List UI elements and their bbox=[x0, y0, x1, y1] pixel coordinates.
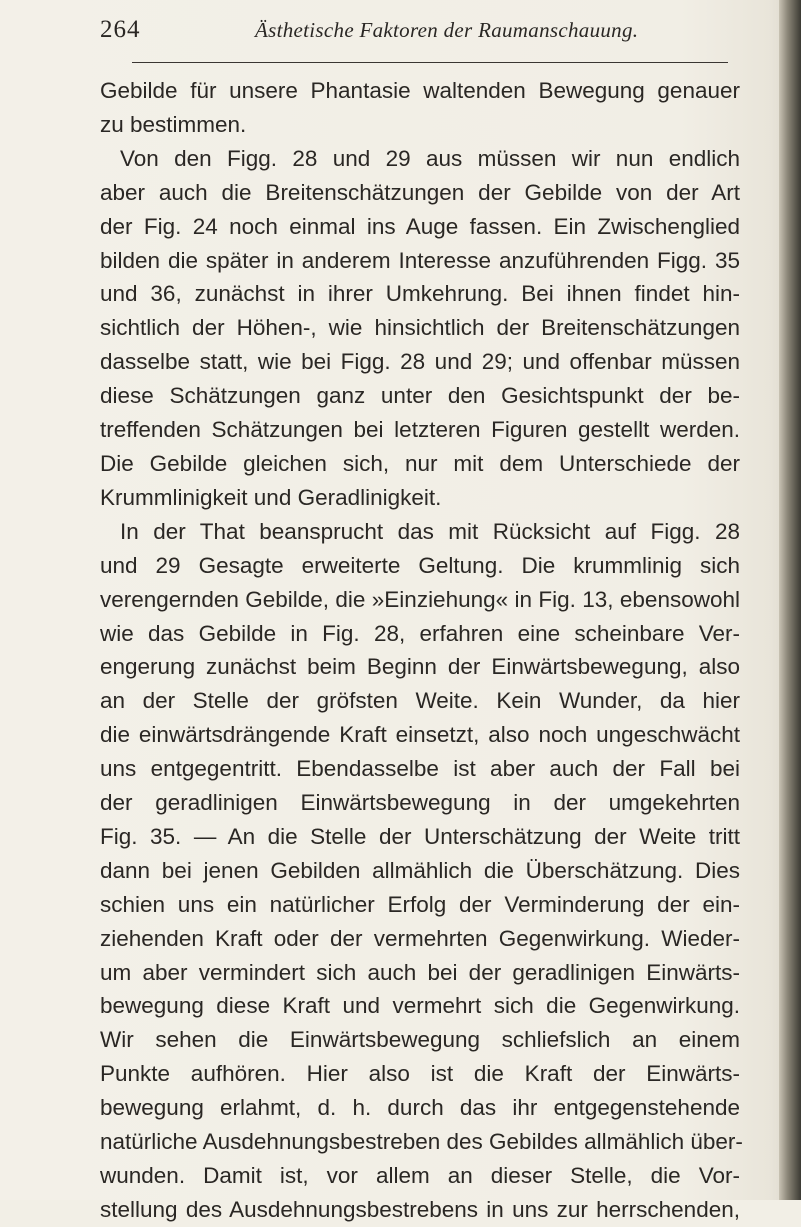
text-line: ziehenden Kraft oder der vermehrten Gegenwirkung. Wieder- bbox=[100, 925, 740, 951]
text-line: an der Stelle der gröfsten Weite. Kein Wunder, da hier bbox=[100, 688, 740, 714]
text-line: Die Gebilde gleichen sich, nur mit dem Unterschiede der bbox=[100, 450, 740, 476]
running-header bbox=[100, 16, 741, 46]
text-line: zu bestimmen. bbox=[100, 111, 247, 137]
text-line: der geradlinigen Einwärtsbewegung in der umgekehrten bbox=[100, 790, 740, 816]
text-line: wunden. Damit ist, vor allem an dieser Stelle, die Vor- bbox=[100, 1163, 740, 1188]
text-line: Gebilde für unsere Phantasie waltenden Bewegung genauer bbox=[100, 78, 740, 103]
header-rule bbox=[132, 62, 728, 63]
text-line: Punkte aufhören. Hier also ist die Kraft der Einwärts- bbox=[100, 1061, 740, 1087]
text-line: bewegung diese Kraft und vermehrt sich die Gegenwirkung. bbox=[100, 993, 740, 1019]
text-line: Krummlinigkeit und Geradlinigkeit. bbox=[100, 484, 442, 510]
text-line: schien uns ein natürlicher Erfolg der Verminderung der ein- bbox=[100, 891, 740, 917]
text-line: wie das Gebilde in Fig. 28, erfahren eine scheinbare Ver- bbox=[100, 620, 740, 646]
text-line: und 29 Gesagte erweiterte Geltung. Die krummlinig sich bbox=[100, 552, 740, 578]
text-line: sichtlich der Höhen-, wie hinsichtlich der Breitenschätzungen bbox=[100, 315, 740, 341]
text-line: engerung zunächst beim Beginn der Einwärtsbewegung, also bbox=[100, 654, 740, 680]
page-number: 264 bbox=[100, 16, 141, 43]
text-line: dann bei jenen Gebilden allmählich die Überschätzung. Dies bbox=[100, 857, 740, 883]
text-line: diese Schätzungen ganz unter den Gesichtspunkt der be- bbox=[100, 383, 740, 409]
text-line: verengernden Gebilde, die »Einziehung« in Fig. 13, ebensowohl bbox=[100, 586, 740, 612]
text-line: der Fig. 24 noch einmal ins Auge fassen. Ein Zwischenglied bbox=[100, 213, 740, 239]
text-line: uns entgegentritt. Ebendasselbe ist aber auch der Fall bei bbox=[100, 756, 740, 782]
text-line: Wir sehen die Einwärtsbewegung schliefslich an einem bbox=[100, 1027, 740, 1053]
text-line: treffenden Schätzungen bei letzteren Figuren gestellt werden. bbox=[100, 417, 740, 443]
text-line: Von den Figg. 28 und 29 aus müssen wir nun endlich bbox=[120, 145, 740, 171]
running-title: Ästhetische Faktoren der Raumanschauung. bbox=[255, 18, 639, 42]
text-line: aber auch die Breitenschätzungen der Gebilde von der Art bbox=[100, 179, 740, 205]
text-line: Fig. 35. — An die Stelle der Unterschätzung der Weite tritt bbox=[100, 823, 740, 849]
text-line: stellung des Ausdehnungsbestrebens in uns zur herrschenden, bbox=[100, 1196, 740, 1222]
page-edge-shadow bbox=[779, 0, 801, 1200]
text-line: die einwärtsdrängende Kraft einsetzt, also noch ungeschwächt bbox=[100, 722, 740, 748]
text-line: natürliche Ausdehnungsbestreben des Gebildes allmählich über- bbox=[100, 1129, 743, 1155]
text-line: bilden die später in anderem Interesse anzuführenden Figg. 35 bbox=[100, 247, 740, 273]
text-line: um aber vermindert sich auch bei der geradlinigen Einwärts- bbox=[100, 959, 740, 985]
text-line: und 36, zunächst in ihrer Umkehrung. Bei ihnen findet hin- bbox=[100, 281, 740, 307]
text-line: In der That beansprucht das mit Rücksicht auf Figg. 28 bbox=[120, 518, 740, 544]
text-line: dasselbe statt, wie bei Figg. 28 und 29; und offenbar müssen bbox=[100, 349, 740, 375]
text-line: bewegung erlahmt, d. h. durch das ihr entgegenstehende bbox=[100, 1095, 740, 1121]
body-text bbox=[100, 74, 743, 1227]
